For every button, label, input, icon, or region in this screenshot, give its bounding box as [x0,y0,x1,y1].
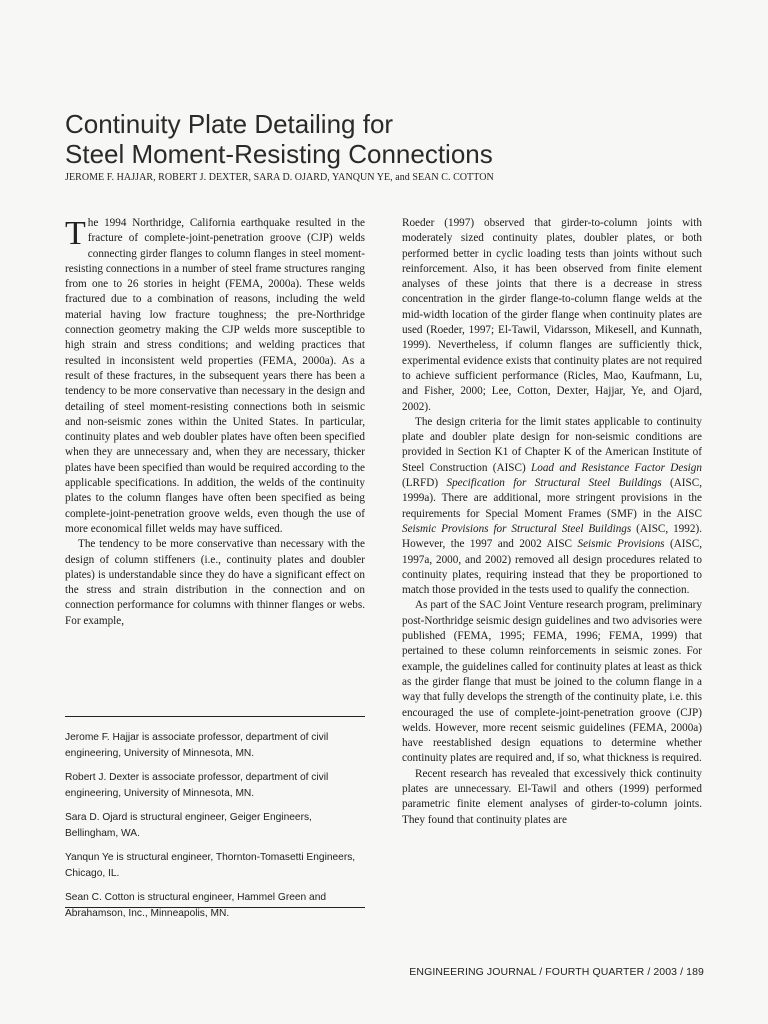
title-line-1: Continuity Plate Detailing for [65,109,394,140]
left-column [65,216,365,629]
affiliation-note: Robert J. Dexter is associate professor, department of civil engineering, University of Minnesota, MN. [65,772,329,799]
right-column [402,216,702,828]
drop-cap: T [65,215,86,252]
paragraph-text: (AISC, 1992). However, the 1997 and 2002 AISC [402,522,702,551]
paragraph-text: (LRFD) [402,477,447,490]
footnote-rule-bottom [65,907,365,908]
paragraph-text: (AISC, 1997a, 2000, and 2002) removed all design procedures related to continuity plates, requiring instead that they be proportioned to match those provided in the tests used to qualify the connection. [402,538,702,597]
body-paragraph: Roeder (1997) observed that girder-to-column joints with moderately sized continuity plates, doubler plates, or both performed better in cyclic loading tests than joints without such reinforcement. Also, it has been observed from finite element analyses of these joints that there is a decrease in stress concentration in the girder flange-to-column flange welds at the mid-width location of the girder flange when continuity plates are used (Roeder, 1997; El-Tawil, Vidarsson, Mikesell, and Kunnath, 1999). Nevertheless, if column flanges are sufficiently thick, experimental evidence exists that continuity plates are not required to achieve sufficient performance (Ricles, Mao, Kaufmann, Lu, and Fisher, 2000; Lee, Cotton, Dexter, Hajjar, Ye, and Ojard, 2002). [402,217,702,413]
italic-title: Load and Resistance Factor Design [531,461,702,474]
paragraph-text: The design criteria for the limit states applicable to continuity plate and doubler plate design for non-seismic conditions are provided in Section K1 of Chapter K of the American Institute of Steel Construction (AISC) [402,415,702,474]
footnote-rule-top [65,716,365,717]
italic-title: Seismic Provisions for Structural Steel Buildings [402,522,632,535]
title-line-2: Steel Moment-Resisting Connections [65,139,493,170]
body-paragraph: Recent research has revealed that excessively thick continuity plates are unnecessary. El-Tawil and others (1999) performed parametric finite element analyses of girder-to-column joints. They found that continuity plates are [402,767,702,826]
body-paragraph: As part of the SAC Joint Venture research program, preliminary post-Northridge seismic design guidelines and two advisories were published (FEMA, 1995; FEMA, 1996; FEMA, 1999) that pertained to these column reinforcements in seismic zones. For example, the guidelines called for continuity plates at least as thick as the girder flange that must be joined to the column flange in a way that fully develops the strength of the continuity plate, i.e. this encouraged the use of complete-joint-penetration groove (CJP) welds. However, more recent seismic guidelines (FEMA, 2000a) have reestablished design equations to determine whether continuity plates are required and, if so, what thickness is required. [402,599,702,765]
italic-title: Seismic Provisions [577,538,665,551]
page-footer: ENGINEERING JOURNAL / FOURTH QUARTER / 2003 / 189 [409,966,704,978]
paper-title [65,109,725,169]
affiliation-note: Yanqun Ye is structural engineer, Thornton-Tomasetti Engineers, Chicago, IL. [65,852,356,879]
paragraph-text: (AISC, 1999a). There are additional, more stringent provisions in the requirements for Special Moment Frames (SMF) in the AISC [402,477,702,520]
author-list: JEROME F. HAJJAR, ROBERT J. DEXTER, SARA D. OJARD, YANQUN YE, and SEAN C. COTTON [65,172,494,183]
author-affiliations [65,730,365,930]
body-paragraph [65,216,365,537]
body-paragraph: The tendency to be more conservative than necessary with the design of column stiffeners (i.e., continuity plates and doubler plates) is understandable since they do have a significant effect on the stress and strain distribution in the connection and on connection performance for columns with thinner flanges or webs. For example, [65,538,365,627]
body-paragraph [402,415,702,599]
italic-title: Specification for Structural Steel Buildings [446,477,662,490]
affiliation-note: Sara D. Ojard is structural engineer, Geiger Engineers, Bellingham, WA. [65,812,312,839]
paragraph-text: he 1994 Northridge, California earthquake resulted in the fracture of complete-joint-penetration groove (CJP) welds connecting girder flanges to column flanges in steel moment-resisting connections in a number of steel frame structures ranging from one to 26 stories in height (FEMA, 2000a). These welds fractured due to a combination of reasons, including the weld material having low fracture toughness; the pre-Northridge connection geometry making the CJP welds more susceptible to high strain and stress conditions; and welding practices that resulted in inconsistent weld properties (FEMA, 2000a). As a result of these fractures, in the subsequent years there has been a tendency to be more conservative than necessary in the design and detailing of steel moment-resisting connections both in seismic and non-seismic zones within the United States. In particular, continuity plates and web doubler plates have often been specified when they are unnecessary and, when they are necessary, thicker plates have been specified than would be required according to the applicable specifications. In addition, the welds of the continuity plates to the column flanges have often been specified as being complete-joint-penetration groove welds, even though the use of more economical fillet welds may have sufficed. [65,217,365,535]
affiliation-note: Sean C. Cotton is structural engineer, Hammel Green and Abrahamson, Inc., Minneapolis, MN. [65,892,327,919]
affiliation-note: Jerome F. Hajjar is associate professor, department of civil engineering, University of Minnesota, MN. [65,732,329,759]
